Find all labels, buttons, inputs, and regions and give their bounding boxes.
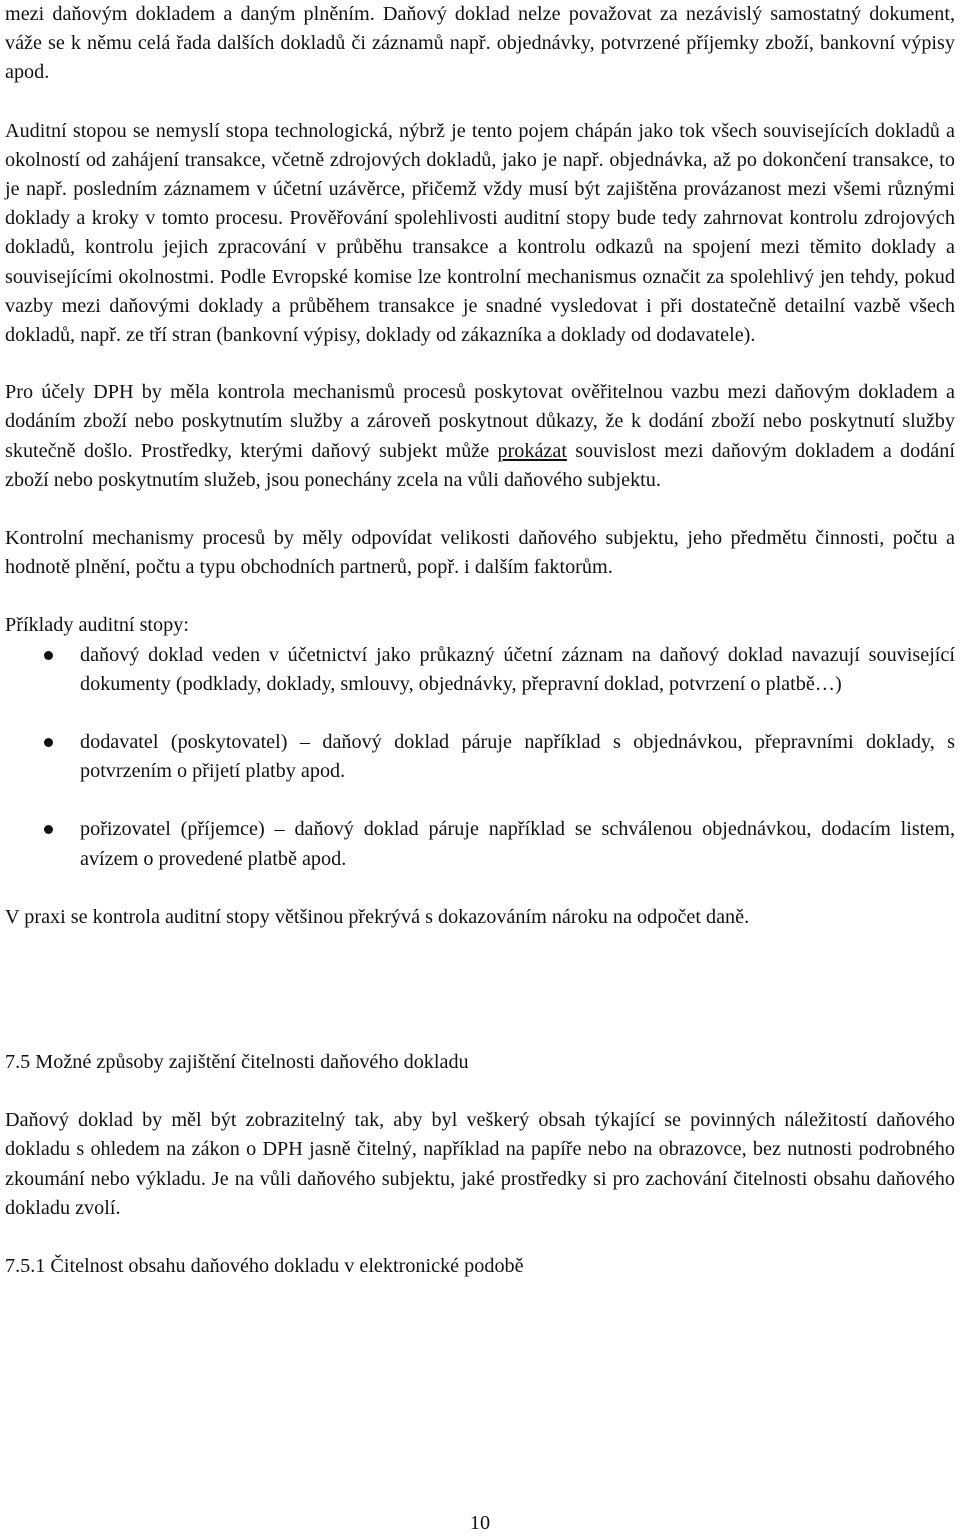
paragraph-audit-trail: Auditní stopou se nemyslí stopa technologická, nýbrž je tento pojem chápán jako tok všech souvisejících dokladů a okolností od zahájení transakce, včetně zdrojových dokladů, jako je např. objednávka, až po dokončení transakce, to je např. posledním záznamem v účetní uzávěrce, přičemž vždy musí být zajištěna provázanost mezi všemi různými doklady a kroky v tomto procesu. Prověřování spolehlivosti auditní stopy bude tedy zahrnovat kontrolu zdrojových dokladů, kontrolu jejich zpracování v průběhu transakce a kontrolu odkazů na spojení mezi těmito doklady a souvisejícími okolnostmi. Podle Evropské komise lze kontrolní mechanismus označit za spolehlivý jen tehdy, pokud vazby mezi daňovými doklady a průběhem transakce je snadné vysledovat i při dostatečně detailní vazbě všech dokladů, např. ze tří stran (bankovní výpisy, doklady od zákazníka a doklady od dodavatele). xyxy=(5,119,955,347)
document-page xyxy=(5,0,955,1281)
paragraph-readability: Daňový doklad by měl být zobrazitelný tak, aby byl veškerý obsah týkající se povinných náležitostí daňového dokladu s ohledem na zákon o DPH jasně čitelný, například na papíře nebo na obrazovce, bez nutnosti podrobného zkoumání nebo výkladu. Je na vůli daňového subjektu, jaké prostředky si pro zachování čitelnosti obsahu daňového dokladu zvolí. xyxy=(5,1109,955,1219)
examples-list xyxy=(5,641,955,874)
paragraph-practice: V praxi se kontrola auditní stopy většinou překrývá s dokazováním nároku na odpočet daně. xyxy=(5,905,750,928)
list-item-text: pořizovatel (příjemce) – daňový doklad páruje například se schválenou objednávkou, dodacím listem, avízem o provedené platbě apod. xyxy=(80,818,955,870)
section-heading-7-5: 7.5 Možné způsoby zajištění čitelnosti daňového dokladu xyxy=(5,1051,469,1074)
paragraph-intro: mezi daňovým dokladem a daným plněním. Daňový doklad nelze považovat za nezávislý samostatný dokument, váže se k němu celá řada dalších dokladů či záznamů např. objednávky, potvrzené příjemky zboží, bankovní výpisy apod. xyxy=(5,3,955,84)
paragraph-vat-purposes-text-2: souvislost mezi daňovým dokladem a dodání zboží nebo poskytnutím služeb, jsou ponechány zcela na vůli daňového subjektu. xyxy=(5,439,955,491)
page-number: 10 xyxy=(469,1512,491,1534)
paragraph-vat-purposes xyxy=(5,378,955,495)
bullet-icon xyxy=(44,651,53,660)
bullet-icon xyxy=(44,825,53,834)
list-item-text: dodavatel (poskytovatel) – daňový doklad páruje například s objednávkou, přepravními doklady, s potvrzením o přijetí platby apod. xyxy=(80,731,955,783)
section-heading-7-5-1: 7.5.1 Čitelnost obsahu daňového dokladu v elektronické podobě xyxy=(5,1255,524,1278)
paragraph-vat-purposes-text-1: Pro účely DPH by měla kontrola mechanismů procesů poskytovat ověřitelnou vazbu mezi daňovým dokladem a dodáním zboží nebo poskytnutím služby a zároveň poskytnout důkazy, že k dodání zboží nebo poskytnutí služby skutečně došlo. Prostředky, kterými daňový subjekt může xyxy=(5,381,955,462)
list-item xyxy=(5,641,955,699)
list-item xyxy=(5,815,955,873)
bullet-icon xyxy=(44,738,53,747)
prokazat-underlined: prokázat xyxy=(497,439,567,462)
paragraph-control-mechanisms: Kontrolní mechanismy procesů by měly odpovídat velikosti daňového subjektu, jeho předmětu činnosti, počtu a hodnotě plnění, počtu a typu obchodních partnerů, popř. i dalším faktorům. xyxy=(5,527,955,579)
examples-heading: Příklady auditní stopy: xyxy=(5,614,189,637)
list-item xyxy=(5,728,955,786)
list-item-text: daňový doklad veden v účetnictví jako průkazný účetní záznam na daňový doklad navazují související dokumenty (podklady, doklady, smlouvy, objednávky, přepravní doklad, potvrzení o platbě…) xyxy=(80,643,955,695)
